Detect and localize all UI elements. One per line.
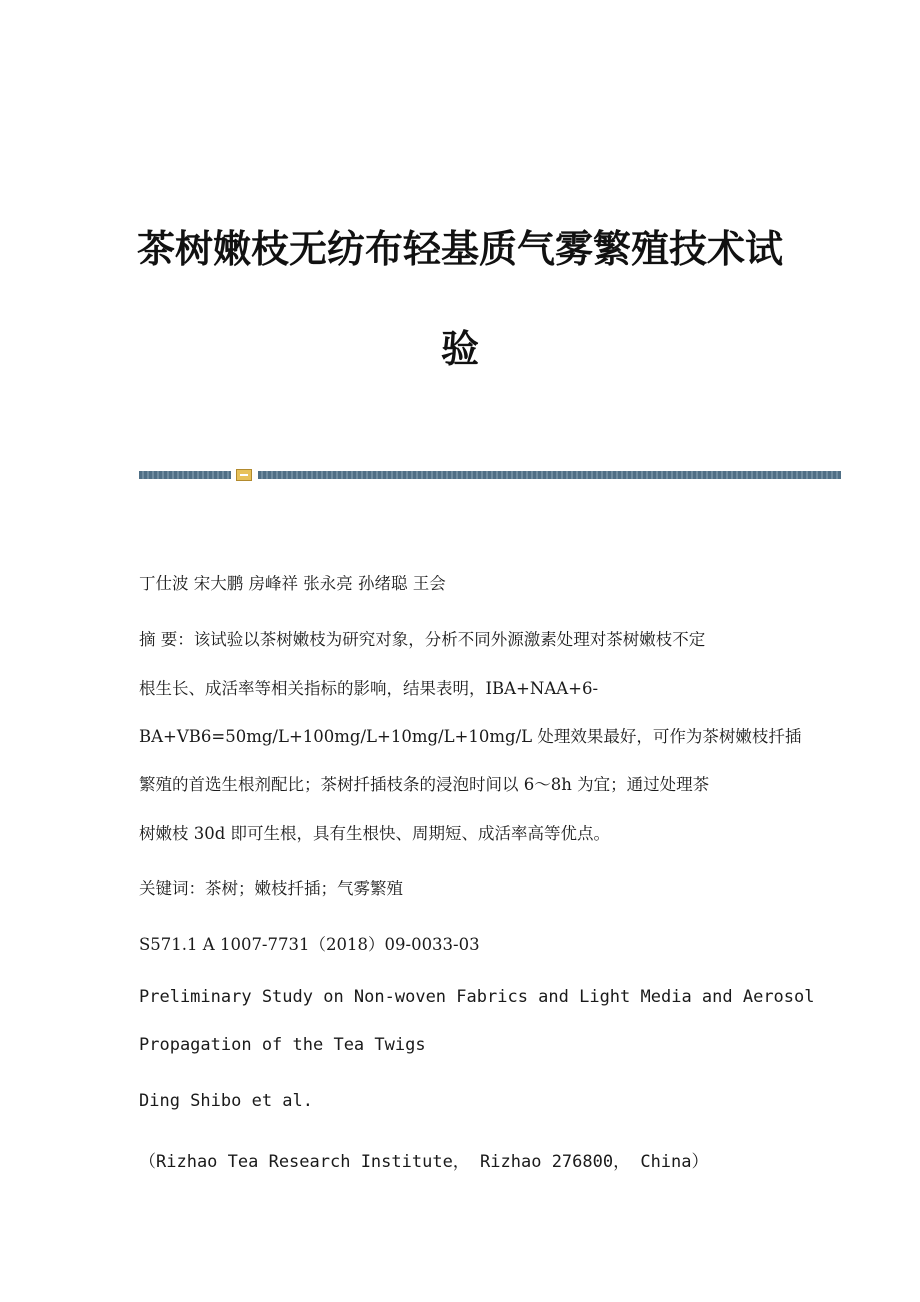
authors: 丁仕波 宋大鹏 房峰祥 张永亮 孙绪聪 王会 — [139, 574, 446, 593]
english-author: Ding Shibo et al. — [139, 1091, 313, 1111]
abstract-line-1: 摘 要：该试验以茶树嫩枝为研究对象，分析不同外源激素处理对茶树嫩枝不定 — [139, 630, 706, 649]
classification-code: S571.1 A 1007-7731（2018）09-0033-03 — [139, 935, 480, 954]
abstract-line-4: 繁殖的首选生根剂配比；茶树扦插枝条的浸泡时间以 6～8h 为宜；通过处理茶 — [139, 775, 710, 794]
abstract-line-5: 树嫩枝 30d 即可生根，具有生根快、周期短、成活率高等优点。 — [139, 824, 611, 843]
paper-title-line-2: 验 — [440, 327, 479, 371]
paper-title-line-1: 茶树嫩枝无纺布轻基质气雾繁殖技术试 — [136, 227, 783, 271]
abstract-line-3: BA+VB6=50mg/L+100mg/L+10mg/L+10mg/L 处理效果最好，可作为茶树嫩枝扦插 — [139, 727, 802, 746]
divider-ornament-icon — [236, 469, 252, 481]
divider-bar-left — [139, 471, 231, 479]
keywords: 关键词：茶树；嫩枝扦插；气雾繁殖 — [139, 879, 403, 898]
abstract-line-2: 根生长、成活率等相关指标的影响，结果表明，IBA+NAA+6- — [139, 679, 599, 698]
english-title-line-2: Propagation of the Tea Twigs — [139, 1035, 426, 1055]
divider-bar-right — [258, 471, 841, 479]
english-affiliation: （Rizhao Tea Research Institute， Rizhao 276800， China） — [139, 1152, 709, 1172]
english-title-line-1: Preliminary Study on Non-woven Fabrics and Light Media and Aerosol — [139, 987, 815, 1007]
